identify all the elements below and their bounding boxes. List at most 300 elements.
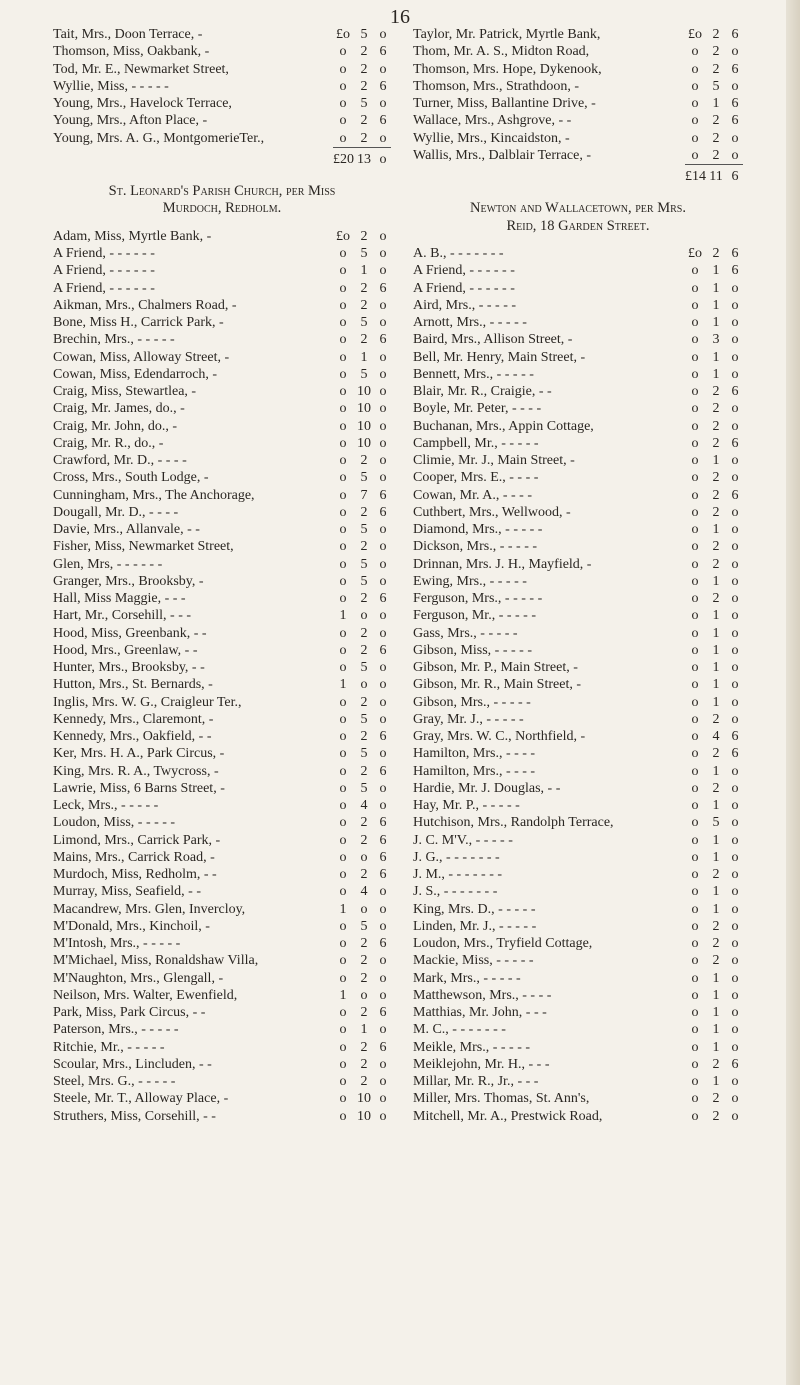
amount-shillings: 2 <box>712 867 720 882</box>
list-item <box>413 297 743 314</box>
amount-pence: o <box>379 798 387 813</box>
list-item <box>413 763 743 780</box>
amount <box>333 694 391 711</box>
list-item <box>53 61 391 78</box>
donor-name: Bone, Miss H., Carrick Park, - <box>53 315 224 330</box>
amount-pounds: o <box>339 694 347 710</box>
amount-pence: o <box>731 660 739 675</box>
list-item <box>53 728 391 745</box>
amount-shillings: 10 <box>357 401 371 417</box>
amount <box>333 1056 391 1073</box>
list-item <box>53 745 391 762</box>
donor-name: Young, Mrs., Afton Place, - <box>53 113 208 129</box>
donor-name: J. S., - - - - - - - <box>413 884 498 900</box>
amount-pence: o <box>731 1091 739 1107</box>
list-item <box>413 1090 743 1107</box>
amount-shillings: 2 <box>712 401 720 417</box>
donor-name: Craig, Miss, Stewartlea, - <box>53 384 197 399</box>
amount-pounds: o <box>691 522 699 537</box>
amount-shillings: 2 <box>712 539 720 555</box>
list-item <box>53 418 391 435</box>
amount <box>685 659 743 676</box>
list-item <box>413 625 743 642</box>
amount-pounds: o <box>691 1056 699 1072</box>
amount <box>333 452 391 469</box>
donor-name: Young, Mrs. A. G., MontgomerieTer., <box>53 130 265 146</box>
amount <box>685 366 743 383</box>
amount-shillings: 2 <box>360 130 368 146</box>
left-top-list <box>53 26 391 147</box>
total-pence: 6 <box>731 169 739 184</box>
list-item <box>53 573 391 590</box>
amount <box>333 78 391 95</box>
amount-shillings: 2 <box>712 27 720 42</box>
amount-pence: o <box>731 780 739 796</box>
amount-shillings: 1 <box>712 1039 720 1055</box>
amount-pounds: o <box>339 1056 347 1072</box>
amount-shillings: 2 <box>712 113 720 129</box>
amount-pounds: o <box>691 867 699 882</box>
amount-pounds: o <box>339 504 347 520</box>
donor-name: Crawford, Mr. D., - - - - <box>53 453 187 468</box>
amount-pounds: o <box>691 849 699 865</box>
amount-pounds: o <box>691 1108 699 1124</box>
list-item <box>413 43 743 60</box>
donor-name: Millar, Mr. R., Jr., - - - <box>413 1074 539 1089</box>
amount <box>685 245 743 262</box>
amount-pounds: o <box>339 435 347 451</box>
list-item <box>413 711 743 728</box>
donor-name: Ferguson, Mr., - - - - - <box>413 608 537 624</box>
amount-shillings: 2 <box>712 1056 720 1072</box>
list-item <box>53 487 391 504</box>
donor-name: Loudon, Miss, - - - - - <box>53 815 176 831</box>
list-item <box>413 1073 743 1090</box>
amount-shillings: 4 <box>360 884 368 900</box>
amount-pounds: o <box>339 487 347 503</box>
list-item <box>413 418 743 435</box>
list-item <box>413 797 743 814</box>
list-item <box>413 987 743 1004</box>
donor-name: Buchanan, Mrs., Appin Cottage, <box>413 418 594 434</box>
list-item <box>413 676 743 693</box>
amount-shillings: 2 <box>712 591 720 606</box>
donor-name: Wallace, Mrs., Ashgrove, - - <box>413 113 572 129</box>
amount-pence: 6 <box>731 384 739 399</box>
donor-name: Murdoch, Miss, Redholm, - - <box>53 867 217 882</box>
amount-pence: o <box>731 556 739 572</box>
list-item <box>413 952 743 969</box>
donor-name: A Friend, - - - - - - <box>53 263 155 279</box>
amount <box>685 280 743 297</box>
amount <box>685 745 743 762</box>
list-item <box>413 745 743 762</box>
section-heading-line1: Newton and Wallacetown, per Mrs. <box>470 200 686 216</box>
list-item <box>53 383 391 400</box>
amount <box>685 883 743 900</box>
amount <box>333 987 391 1004</box>
amount <box>333 469 391 486</box>
list-item <box>53 280 391 297</box>
amount-pounds: o <box>339 366 347 382</box>
amount-shillings: 2 <box>712 953 720 969</box>
amount-pounds: o <box>339 315 347 330</box>
amount-pence: o <box>731 608 739 624</box>
amount-shillings: 1 <box>712 642 720 658</box>
amount-shillings: 2 <box>360 504 368 520</box>
list-item <box>53 521 391 538</box>
amount-shillings: 1 <box>712 522 720 537</box>
amount-shillings: 2 <box>712 504 720 520</box>
amount <box>333 607 391 624</box>
left-section-list <box>53 228 391 1125</box>
amount-shillings: 1 <box>712 694 720 710</box>
amount-pounds: o <box>691 987 699 1003</box>
amount-shillings: 2 <box>360 1005 368 1020</box>
amount-pounds: o <box>691 418 699 434</box>
amount-pence: 6 <box>379 642 387 658</box>
list-item <box>413 780 743 797</box>
list-item <box>53 676 391 693</box>
amount-shillings: 5 <box>360 27 368 42</box>
donor-name: Adam, Miss, Myrtle Bank, - <box>53 228 212 244</box>
list-item <box>53 435 391 452</box>
right-section-heading <box>413 200 743 235</box>
amount-pounds: o <box>339 1005 347 1020</box>
donor-name: Turner, Miss, Ballantine Drive, - <box>413 96 596 111</box>
amount-pounds: o <box>339 44 347 60</box>
list-item <box>53 952 391 969</box>
amount-pence: o <box>379 694 387 710</box>
amount-pounds: o <box>339 591 347 606</box>
amount-pence: o <box>379 884 387 900</box>
amount-pence: o <box>731 936 739 951</box>
amount-shillings: 1 <box>712 453 720 468</box>
amount-pence: o <box>731 1108 739 1124</box>
amount-shillings: 10 <box>357 435 371 451</box>
amount <box>685 970 743 987</box>
amount-pence: o <box>731 1022 739 1038</box>
list-item <box>413 659 743 676</box>
donor-name: Hood, Miss, Greenbank, - - <box>53 625 207 641</box>
total-pounds: £14 <box>685 169 706 184</box>
amount-pence: 6 <box>379 763 387 779</box>
amount-pence: o <box>731 130 739 146</box>
amount-shillings: 10 <box>357 384 371 399</box>
amount <box>685 469 743 486</box>
amount-pence: o <box>379 1022 387 1038</box>
amount-pounds: o <box>691 660 699 675</box>
amount <box>685 901 743 918</box>
amount-pence: o <box>379 987 387 1003</box>
amount-pounds: o <box>691 96 699 111</box>
amount-pence: 6 <box>379 44 387 60</box>
amount-pounds: o <box>339 918 347 934</box>
amount <box>685 728 743 745</box>
list-item <box>413 469 743 486</box>
amount-shillings: 1 <box>360 1022 368 1038</box>
amount <box>333 935 391 952</box>
list-item <box>53 245 391 262</box>
amount-pence: o <box>379 901 387 917</box>
amount-pence: o <box>379 384 387 399</box>
amount-pence: o <box>379 246 387 261</box>
page-number: 16 <box>390 6 410 28</box>
amount-pence: o <box>379 556 387 572</box>
amount-pounds: o <box>691 130 699 146</box>
amount-pounds: o <box>691 384 699 399</box>
donor-name: A. B., - - - - - - - <box>413 246 504 261</box>
amount <box>333 366 391 383</box>
amount-pence: 6 <box>731 1056 739 1072</box>
donor-name: A Friend, - - - - - - <box>53 246 155 261</box>
amount-pounds: 1 <box>339 677 347 693</box>
amount <box>685 935 743 952</box>
donor-name: Gass, Mrs., - - - - - <box>413 625 518 641</box>
amount <box>685 61 743 78</box>
amount-shillings: 5 <box>360 366 368 382</box>
amount <box>685 1021 743 1038</box>
donor-name: Macandrew, Mrs. Glen, Invercloy, <box>53 901 246 917</box>
donor-name: Mackie, Miss, - - - - - <box>413 953 534 969</box>
amount-shillings: 2 <box>712 246 720 261</box>
donor-name: Meiklejohn, Mr. H., - - - <box>413 1056 550 1072</box>
amount-shillings: 2 <box>360 61 368 77</box>
donor-name: Kennedy, Mrs., Oakfield, - - <box>53 729 212 744</box>
amount <box>333 1021 391 1038</box>
list-item <box>413 607 743 624</box>
amount <box>685 918 743 935</box>
amount-shillings: 2 <box>360 228 368 244</box>
amount-pounds: £o <box>688 27 702 42</box>
list-item <box>413 1039 743 1056</box>
amount-pence: o <box>379 746 387 762</box>
amount-pounds: o <box>691 504 699 520</box>
amount-shillings: 1 <box>712 970 720 986</box>
amount <box>333 970 391 987</box>
amount <box>333 728 391 745</box>
amount-pence: o <box>731 297 739 313</box>
amount <box>685 556 743 573</box>
list-item <box>53 849 391 866</box>
amount-pence: o <box>379 453 387 468</box>
donor-name: Cowan, Miss, Edendarroch, - <box>53 366 218 382</box>
amount-pounds: o <box>691 901 699 917</box>
amount <box>685 435 743 452</box>
list-item <box>53 130 391 147</box>
donor-name: A Friend, - - - - - - <box>413 280 515 296</box>
list-item <box>53 556 391 573</box>
amount <box>685 814 743 831</box>
amount-pence: o <box>379 625 387 641</box>
amount <box>333 418 391 435</box>
total-shillings: 13 <box>357 151 371 167</box>
amount-shillings: 5 <box>360 315 368 330</box>
amount-shillings: 1 <box>712 297 720 313</box>
list-item <box>53 814 391 831</box>
amount-pence: 6 <box>379 332 387 348</box>
amount-pence: o <box>731 918 739 934</box>
amount-pounds: o <box>339 246 347 261</box>
amount-pounds: o <box>691 263 699 279</box>
list-item <box>53 43 391 60</box>
amount-pence: o <box>731 539 739 555</box>
amount-pence: o <box>379 435 387 451</box>
amount-shillings: 1 <box>712 987 720 1003</box>
donor-name: Bennett, Mrs., - - - - - <box>413 366 534 382</box>
amount-pence: o <box>379 1074 387 1089</box>
amount-pounds: o <box>691 280 699 296</box>
amount-pence: o <box>731 763 739 779</box>
list-item <box>53 763 391 780</box>
list-item <box>53 112 391 129</box>
amount <box>685 797 743 814</box>
amount <box>685 349 743 366</box>
amount-pounds: o <box>691 61 699 77</box>
list-item <box>413 538 743 555</box>
amount <box>685 297 743 314</box>
amount-pounds: o <box>691 573 699 589</box>
donor-name: Park, Miss, Park Circus, - - <box>53 1005 206 1020</box>
amount <box>685 694 743 711</box>
donor-name: Hart, Mr., Corsehill, - - - <box>53 608 192 624</box>
amount-pence: o <box>731 504 739 520</box>
amount-shillings: 5 <box>712 78 720 94</box>
right-top-total <box>413 164 743 188</box>
amount-pounds: o <box>691 539 699 555</box>
amount-pounds: o <box>339 280 347 296</box>
amount <box>685 262 743 279</box>
donor-name: Limond, Mrs., Carrick Park, - <box>53 832 221 848</box>
list-item <box>53 883 391 900</box>
amount-shillings: 2 <box>712 556 720 572</box>
amount-shillings: 1 <box>712 901 720 917</box>
list-item <box>413 832 743 849</box>
amount-shillings: 2 <box>712 1091 720 1107</box>
amount-shillings: o <box>360 987 368 1003</box>
amount-pence: o <box>731 625 739 641</box>
amount-shillings: 2 <box>712 746 720 762</box>
amount-pounds: o <box>339 711 347 727</box>
amount-pence: o <box>731 280 739 296</box>
amount-pounds: o <box>691 44 699 60</box>
amount-pence: 6 <box>379 113 387 129</box>
list-item <box>413 331 743 348</box>
amount <box>333 314 391 331</box>
amount-pence: o <box>731 147 739 163</box>
amount-shillings: 4 <box>712 729 720 744</box>
list-item <box>413 590 743 607</box>
amount-shillings: 7 <box>360 487 368 503</box>
list-item <box>53 78 391 95</box>
donor-name: Aird, Mrs., - - - - - <box>413 297 517 313</box>
amount <box>685 952 743 969</box>
amount-pounds: o <box>339 556 347 572</box>
donor-name: Dougall, Mr. D., - - - - <box>53 504 179 520</box>
amount-pence: 6 <box>731 96 739 111</box>
amount <box>685 400 743 417</box>
donor-name: Hamilton, Mrs., - - - - <box>413 746 536 762</box>
amount-shillings: 1 <box>712 660 720 675</box>
list-item <box>53 1073 391 1090</box>
amount <box>333 590 391 607</box>
amount-pounds: o <box>691 349 699 365</box>
amount-pounds: o <box>691 918 699 934</box>
list-item <box>53 400 391 417</box>
amount-pounds: o <box>691 78 699 94</box>
amount-shillings: 4 <box>360 798 368 813</box>
list-item <box>413 883 743 900</box>
list-item <box>53 918 391 935</box>
section-heading-line2: Murdoch, Redholm. <box>162 200 282 217</box>
amount-pounds: £o <box>688 246 702 261</box>
amount-pounds: £o <box>336 27 350 42</box>
list-item <box>413 130 743 147</box>
amount-shillings: 2 <box>360 1074 368 1089</box>
donor-name: King, Mrs. D., - - - - - <box>413 901 536 917</box>
amount-shillings: o <box>360 901 368 917</box>
amount-pounds: o <box>339 625 347 641</box>
amount-shillings: 1 <box>712 884 720 900</box>
amount-shillings: 1 <box>712 608 720 624</box>
amount-pence: o <box>731 453 739 468</box>
donor-name: Gibson, Miss, - - - - - <box>413 642 532 658</box>
amount-pence: o <box>731 78 739 94</box>
amount-shillings: 2 <box>360 729 368 744</box>
list-item <box>413 1021 743 1038</box>
amount <box>685 1090 743 1107</box>
amount-pounds: o <box>691 401 699 417</box>
list-item <box>413 61 743 78</box>
amount <box>333 659 391 676</box>
amount-pounds: o <box>339 539 347 555</box>
amount-pence: o <box>731 642 739 658</box>
amount <box>685 130 743 147</box>
list-item <box>53 590 391 607</box>
list-item <box>53 314 391 331</box>
list-item <box>53 832 391 849</box>
amount-pounds: o <box>339 96 347 111</box>
amount-pounds: o <box>691 884 699 900</box>
amount-pounds: o <box>339 384 347 399</box>
amount-pounds: o <box>339 849 347 865</box>
donor-name: Steel, Mrs. G., - - - - - <box>53 1074 176 1089</box>
list-item <box>53 625 391 642</box>
list-item <box>413 642 743 659</box>
amount <box>333 280 391 297</box>
donor-name: Loudon, Mrs., Tryfield Cottage, <box>413 936 593 951</box>
amount <box>685 573 743 590</box>
amount-shillings: 2 <box>360 1056 368 1072</box>
donor-name: Cooper, Mrs. E., - - - - <box>413 470 539 486</box>
list-item <box>53 469 391 486</box>
donor-name: Gray, Mrs. W. C., Northfield, - <box>413 729 586 744</box>
amount <box>333 1004 391 1021</box>
amount <box>333 349 391 366</box>
donor-name: Thomson, Mrs., Strathdoon, - <box>413 78 580 94</box>
page-edge <box>786 0 800 1385</box>
amount-pence: o <box>379 1091 387 1107</box>
amount-pence: o <box>379 228 387 244</box>
amount-pounds: o <box>339 297 347 313</box>
amount-pence: o <box>731 418 739 434</box>
amount-shillings: 2 <box>712 147 720 163</box>
amount-pounds: o <box>691 591 699 606</box>
list-item <box>53 901 391 918</box>
donor-name: Hall, Miss Maggie, - - - <box>53 591 186 606</box>
donor-name: Hardie, Mr. J. Douglas, - - <box>413 780 561 796</box>
left-top-total <box>53 147 391 171</box>
